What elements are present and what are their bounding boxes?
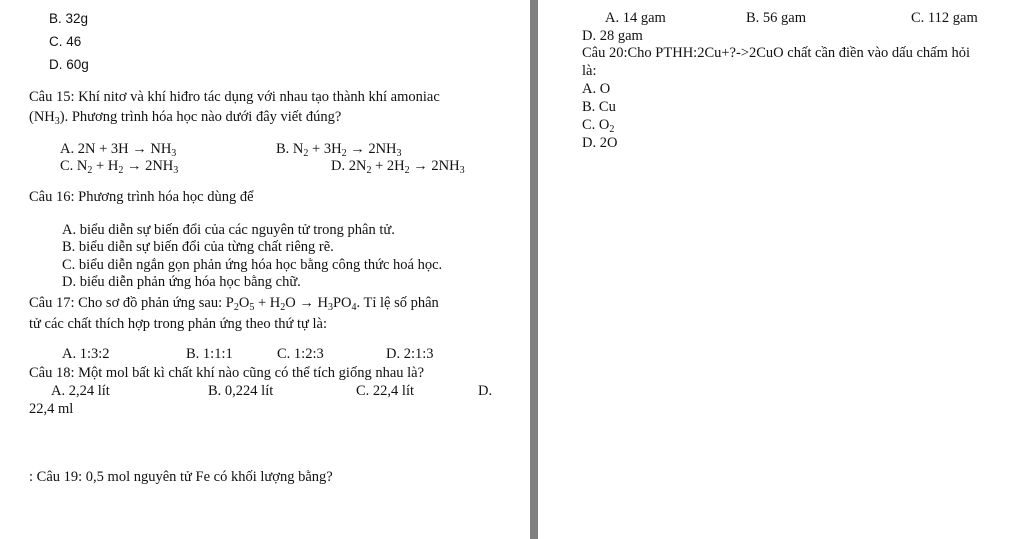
q15-option-c: C. $N_2 + H_2 \to 2NH_3$ [60, 158, 179, 176]
q14-option-c: C. 46 [49, 34, 82, 49]
q19-option-d: D. 28 gam [582, 28, 643, 44]
q14-option-b: B. 32g [49, 11, 89, 26]
q16-option-b: B. biểu diễn sự biến đổi của từng chất riêng rẽ. [62, 239, 334, 255]
q17-question-line2: tử các chất thích hợp trong phản ứng theo thứ tự là: [29, 316, 328, 332]
q17-option-c: C. 1:2:3 [277, 346, 324, 362]
q19-option-b: B. 56 gam [746, 10, 807, 26]
page-divider [530, 0, 538, 539]
q17-option-d: D. 2:1:3 [386, 346, 434, 362]
q20-option-d: D. 2O [582, 135, 618, 151]
q17-option-b: B. 1:1:1 [186, 346, 233, 362]
right-page [538, 0, 1024, 539]
q16-question: Câu 16: Phương trình hóa học dùng để [29, 189, 254, 205]
q20-question-continued: là: [582, 63, 597, 79]
q18-question: Câu 18: Một mol bất kì chất khí nào cũng có thể tích giống nhau là? [29, 365, 425, 381]
q18-option-d-continued: 22,4 ml [29, 401, 74, 417]
q16-option-c: C. biểu diễn ngắn gọn phản ứng hóa học bằng công thức hoá học. [62, 257, 443, 273]
q20-option-b: B. Cu [582, 99, 616, 115]
q18-option-a: A. 2,24 lít [51, 383, 110, 399]
q19-option-c: C. 112 gam [911, 10, 978, 26]
q20-question: Câu 20:Cho PTHH:2Cu+?->2CuO chất cần điền vào dấu chấm hỏi [582, 45, 971, 61]
q14-option-d: D. 60g [49, 57, 89, 72]
q15-option-d: D. $2N_2 + 2H_2 \to 2NH_3$ [331, 158, 465, 176]
q18-option-d: D. [478, 383, 493, 399]
q15-question-line1: Câu 15: Khí nitơ và khí hiđro tác dụng với nhau tạo thành khí amoniac [29, 89, 440, 105]
q20-option-c: C. $O_2$ [582, 117, 615, 135]
q20-option-a: A. O [582, 81, 611, 97]
q15-option-b: B. $N_2 + 3H_2 \to 2NH_3$ [276, 141, 402, 159]
q18-option-b: B. 0,224 lít [208, 383, 274, 399]
q19-question: : Câu 19: 0,5 mol nguyên tử Fe có khối lượng bằng? [29, 469, 333, 485]
q15-question-line2: $(NH_3)$. Phương trình hóa học nào dưới đây viết đúng? [29, 109, 342, 127]
q16-option-a: A. biểu diễn sự biến đổi của các nguyên tử trong phân tử. [62, 222, 395, 238]
q17-option-a: A. 1:3:2 [62, 346, 110, 362]
q19-option-a: A. 14 gam [605, 10, 666, 26]
q17-question-line1: Câu 17: Cho sơ đồ phản ứng sau: $P_2O_5 + H_2O \to H_3PO_4$. Tỉ lệ số phân [29, 295, 439, 313]
q15-option-a: A. $2N + 3H \to NH_3$ [60, 141, 177, 159]
q18-option-c: C. 22,4 lít [356, 383, 415, 399]
q16-option-d: D. biểu diễn phản ứng hóa học bằng chữ. [62, 274, 301, 290]
